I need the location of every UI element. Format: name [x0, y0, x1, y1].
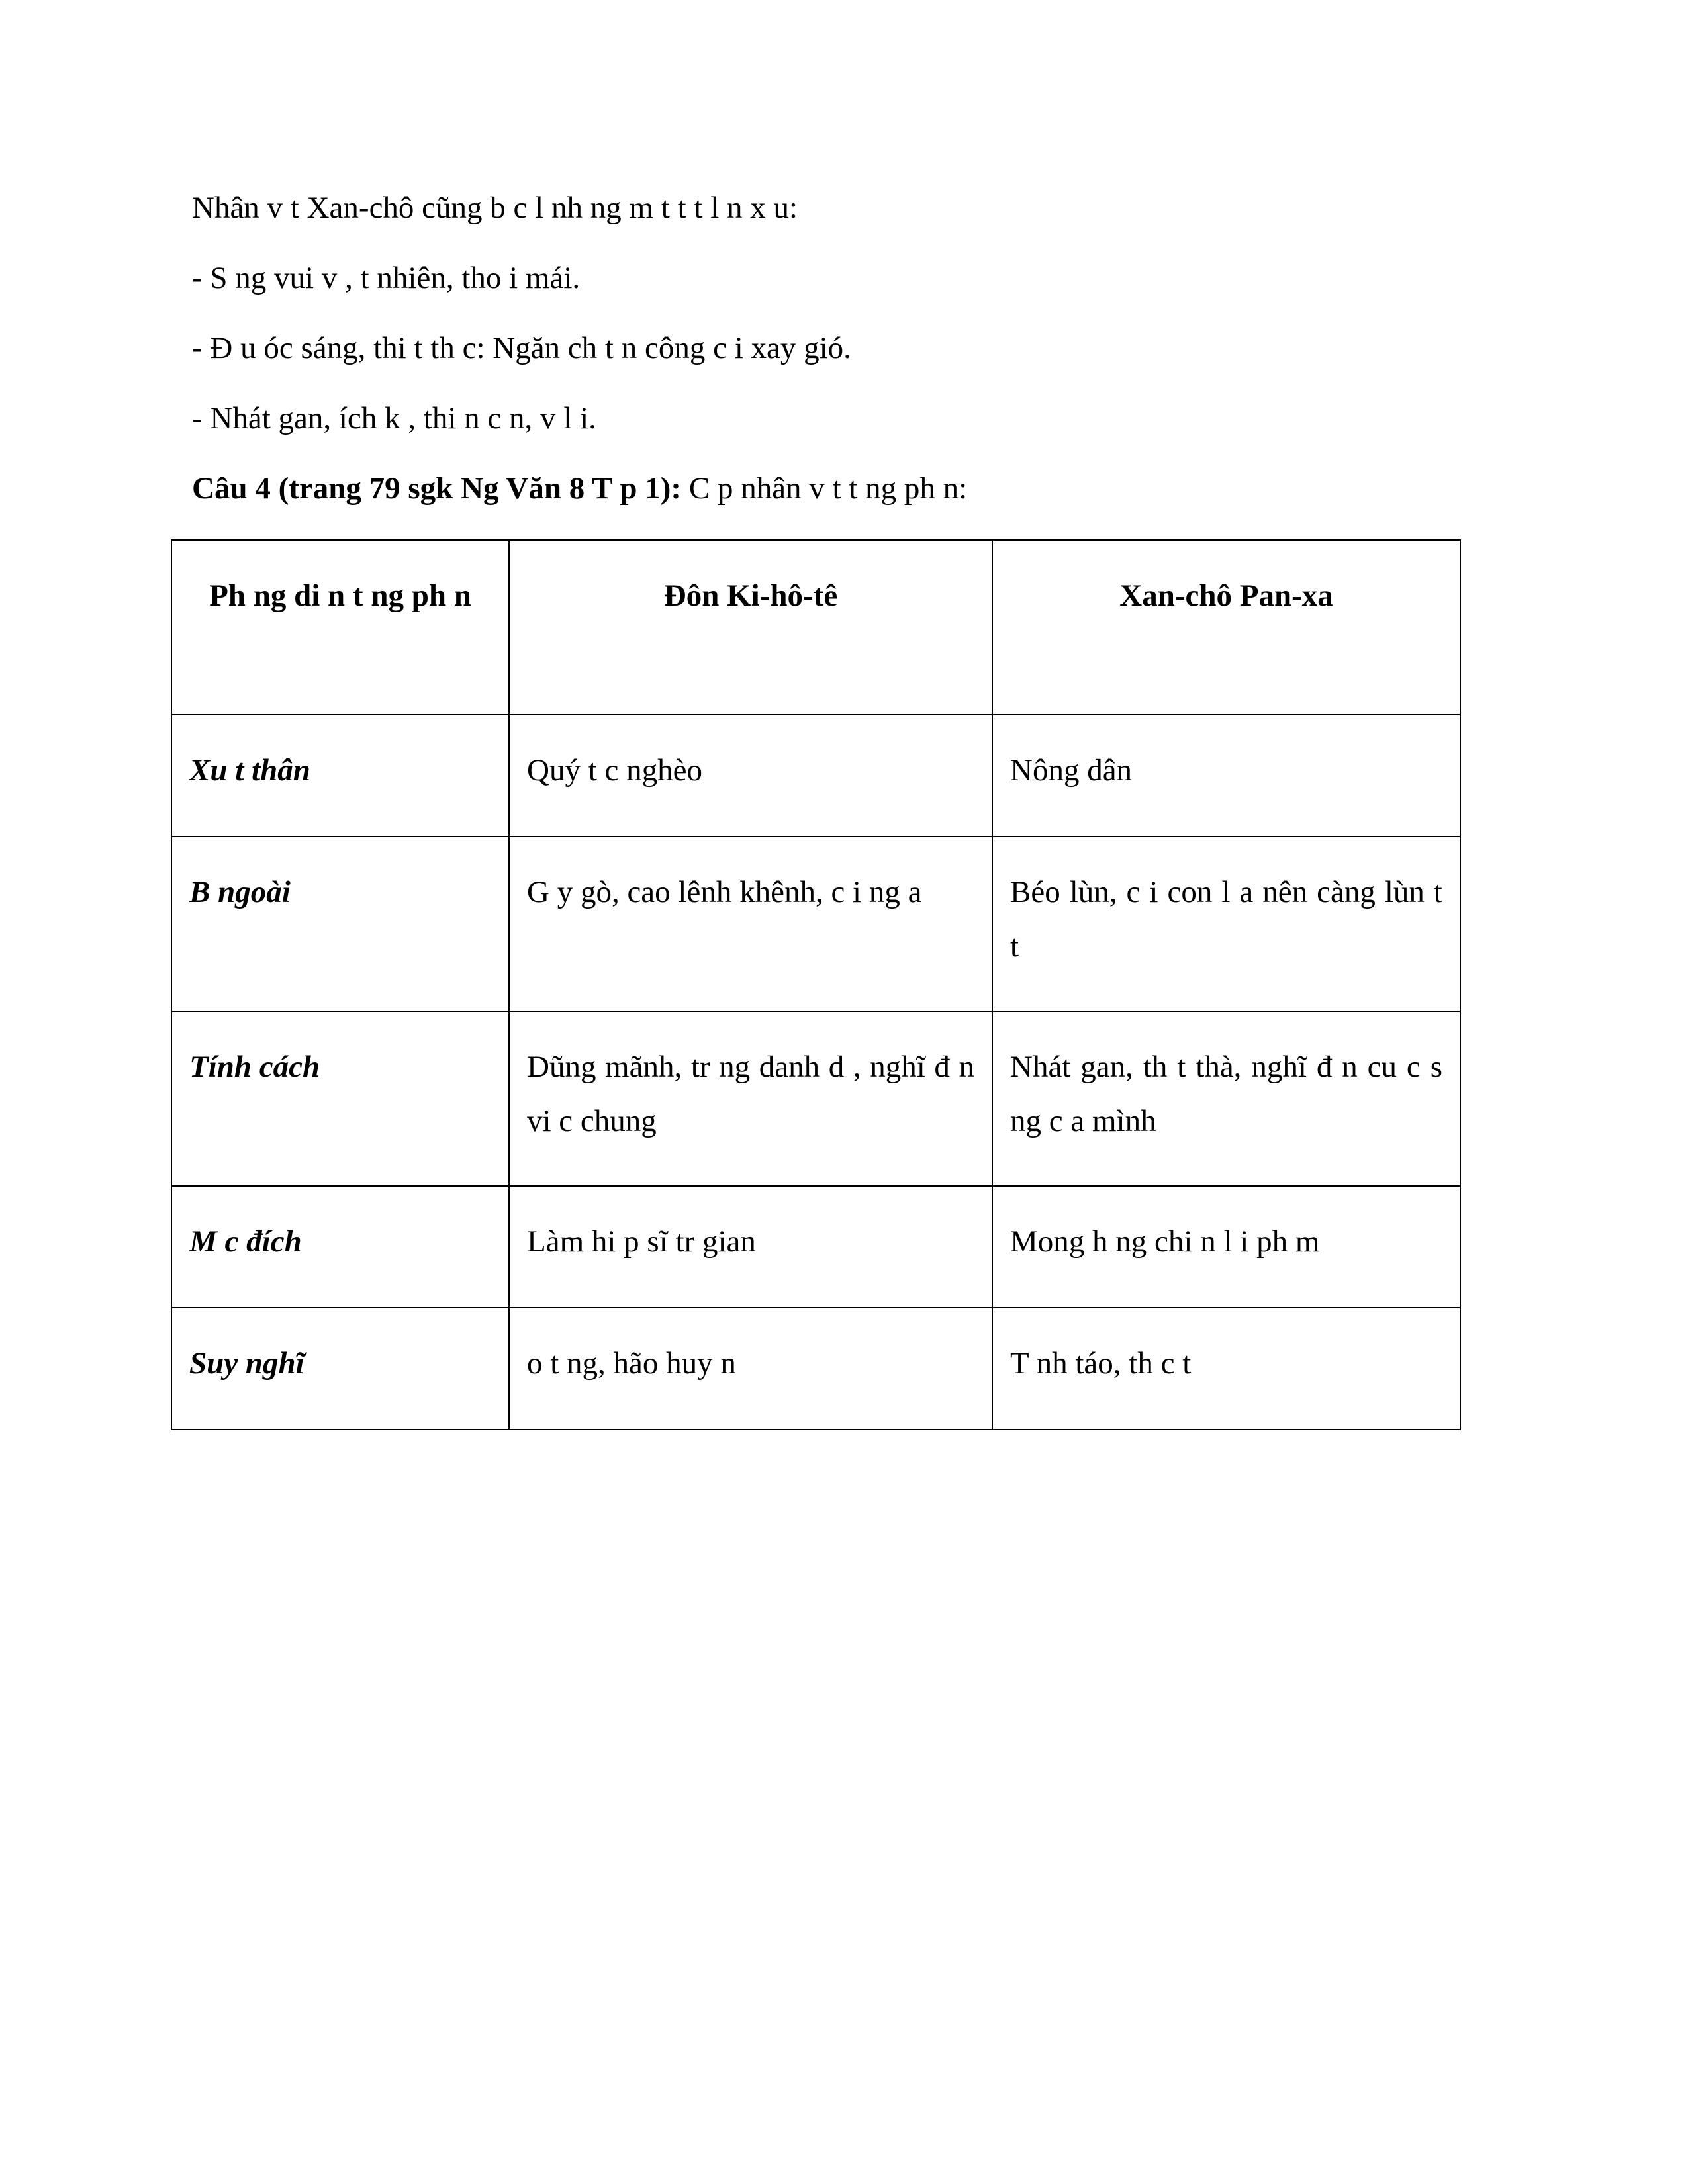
table-row: [171, 1186, 1460, 1308]
row-don-value: o t ng, hão huy n: [509, 1308, 992, 1430]
row-xan-value: Nông dân: [992, 715, 1460, 837]
row-aspect: Tính cách: [171, 1011, 509, 1186]
table-row: [171, 1308, 1460, 1430]
question-label: Câu 4 (trang 79 sgk Ng Văn 8 T p 1):: [192, 471, 682, 506]
comparison-table: [171, 539, 1461, 1430]
row-don-value: G y gò, cao lênh khênh, c i ng a: [509, 837, 992, 1011]
header-don-ki-ho-te: Đôn Ki-hô-tê: [509, 540, 992, 715]
header-xan-cho-pan-xa: Xan-chô Pan-xa: [992, 540, 1460, 715]
question-text: C p nhân v t t ng ph n:: [681, 471, 968, 506]
table-row: [171, 715, 1460, 837]
intro-paragraph: Nhân v t Xan-chô cũng b c l nh ng m t t t l n x u:: [192, 191, 798, 225]
table-row: [171, 1011, 1460, 1186]
row-aspect: Xu t thân: [171, 715, 509, 837]
row-xan-value: T nh táo, th c t: [992, 1308, 1460, 1430]
bullet-item: - S ng vui v , t nhiên, tho i mái.: [192, 261, 581, 295]
row-xan-value: Mong h ng chi n l i ph m: [992, 1186, 1460, 1308]
row-xan-value: Béo lùn, c i con l a nên càng lùn t t: [992, 837, 1460, 1011]
row-aspect: B ngoài: [171, 837, 509, 1011]
table-row: [171, 837, 1460, 1011]
table-header-row: [171, 540, 1460, 715]
row-aspect: M c đích: [171, 1186, 509, 1308]
bullet-item: - Đ u óc sáng, thi t th c: Ngăn ch t n công c i xay gió.: [192, 331, 851, 365]
question-heading: [192, 469, 967, 508]
row-don-value: Quý t c nghèo: [509, 715, 992, 837]
header-aspect: Ph ng di n t ng ph n: [171, 540, 509, 715]
row-aspect: Suy nghĩ: [171, 1308, 509, 1430]
row-don-value: Làm hi p sĩ tr gian: [509, 1186, 992, 1308]
bullet-item: - Nhát gan, ích k , thi n c n, v l i.: [192, 401, 596, 435]
row-don-value: Dũng mãnh, tr ng danh d , nghĩ đ n vi c chung: [509, 1011, 992, 1186]
row-xan-value: Nhát gan, th t thà, nghĩ đ n cu c s ng c a mình: [992, 1011, 1460, 1186]
